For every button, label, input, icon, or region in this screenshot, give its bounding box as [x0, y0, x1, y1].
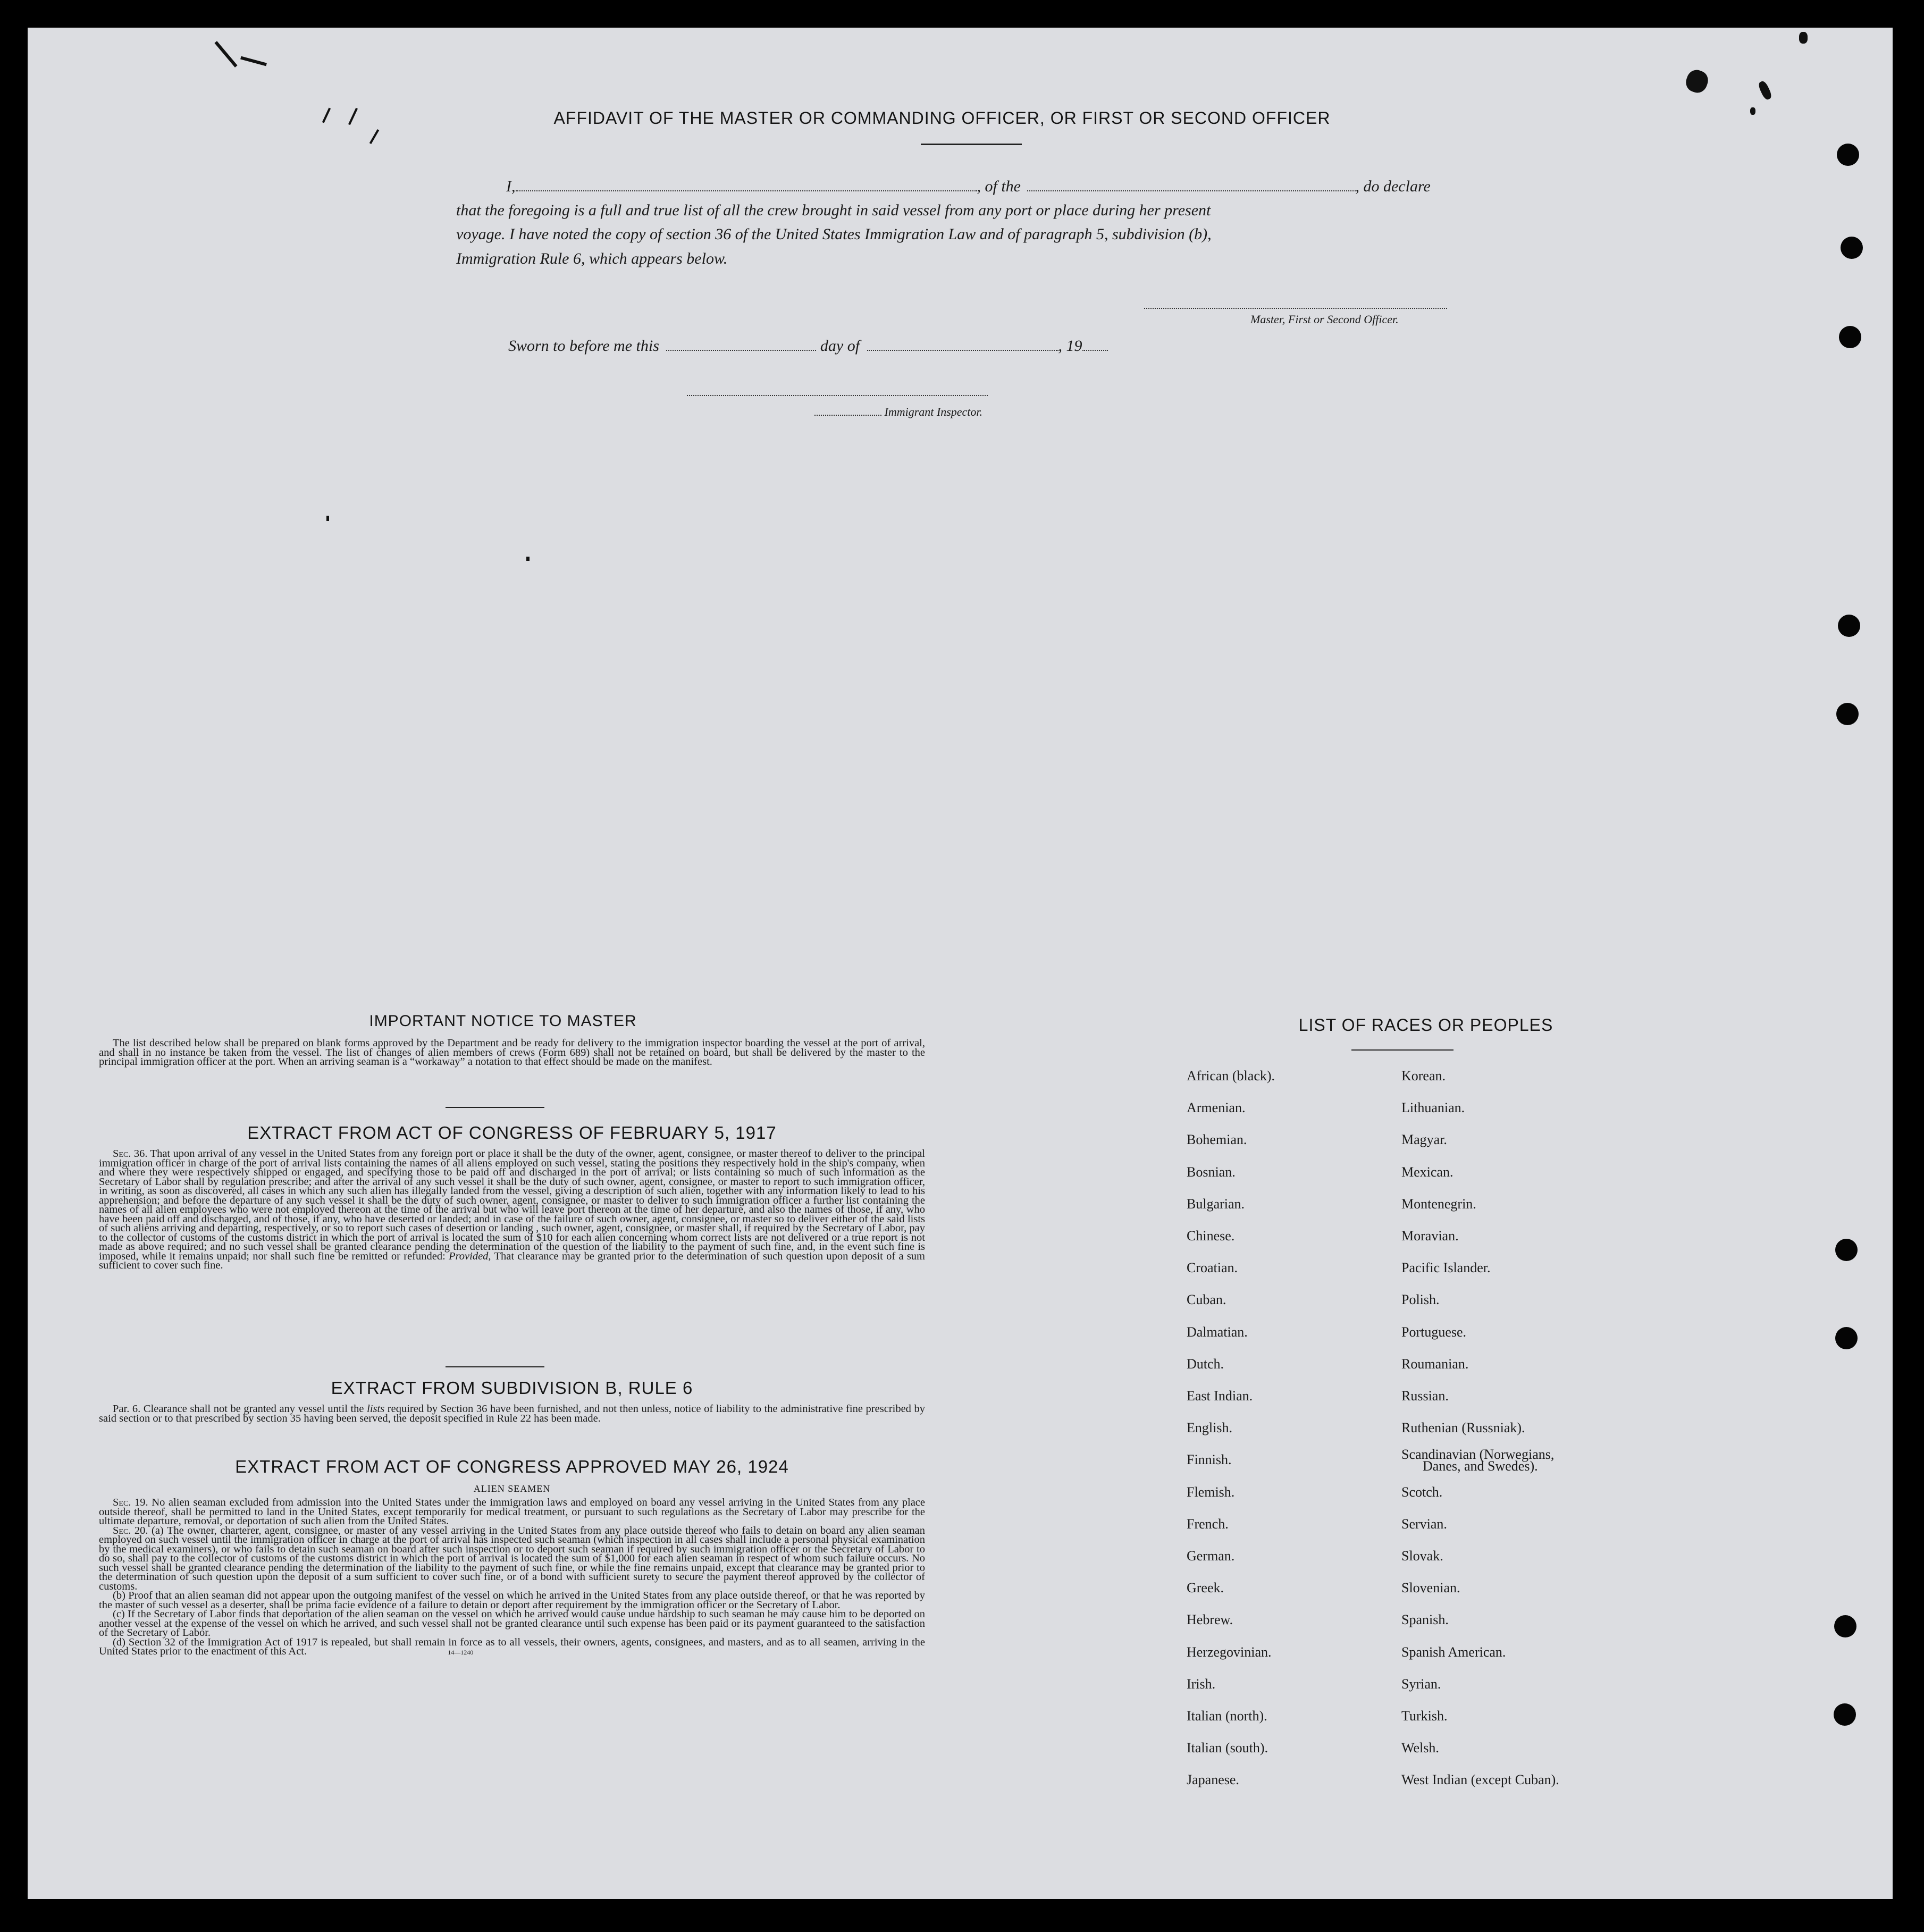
race-item: Greek.: [1187, 1580, 1224, 1596]
race-item: Portuguese.: [1401, 1324, 1467, 1340]
sec-20b-text: (b) Proof that an alien seaman did not appear upon the outgoing manifest of the vessel on which he arrived in the United States from any place outside thereof, or that he was reported by the master of such vessel as a deserter, shall be prima facie evidence of a failure to detain or deport after requirement by the immigration officer or the Secretary of Labor.: [99, 1590, 925, 1611]
race-item: German.: [1187, 1548, 1235, 1564]
extract-1924-title: EXTRACT FROM ACT OF CONGRESS APPROVED MAY 26, 1924: [235, 1457, 789, 1476]
affidavit-declare-text: , do declare: [1355, 178, 1431, 195]
ink-mark: [1799, 32, 1808, 44]
race-item: Scotch.: [1401, 1484, 1443, 1500]
name-blank: [516, 190, 977, 191]
punch-hole: [1837, 144, 1859, 166]
document-page: [28, 28, 1893, 1899]
rule6-pre: Par. 6. Clearance shall not be granted any vessel until the: [113, 1403, 364, 1415]
race-item: Polish.: [1401, 1292, 1440, 1308]
punch-hole: [1834, 1703, 1856, 1726]
race-item: Slovak.: [1401, 1548, 1443, 1564]
sec-20a-text: (a) The owner, charterer, agent, consignee, or master of any vessel arriving in the United States from any place outside thereof who fails to detain on board any alien seaman employed on such vessel until the immigration officer in charge at the port of arrival has inspected such seaman (which inspection in all cases shall include a personal physical examination by the medical examiners), or who fails to detain such seaman on board after such inspection or to deport such seaman if required by such immigration officer or the Secretary of Labor to do so, shall pay to the collector of customs of the customs district in which the port of arrival is located the sum of $1,000 for each alien seaman in respect of whom such failure occurs. No such vessel shall be granted clearance pending the determination of the liability to the payment of such fine, or while the fine remains unpaid, except that clearance may be granted prior to the determination of such question upon the deposit of a sum sufficient to cover such fine, or of a bond with sufficient surety to secure the payment thereof approved by the collector of customs.: [99, 1524, 926, 1592]
section-divider: [446, 1366, 544, 1367]
inspector-label: [814, 405, 982, 419]
affidavit-of-the-text: , of the: [977, 178, 1021, 195]
race-item: East Indian.: [1187, 1388, 1253, 1404]
affidavit-title-rule: [921, 144, 1022, 145]
rule6-lists: lists: [367, 1403, 385, 1415]
affidavit-i-text: I,: [506, 178, 516, 195]
ink-mark: [214, 41, 237, 68]
races-title: LIST OF RACES OR PEOPLES: [1298, 1015, 1553, 1035]
race-item: Russian.: [1401, 1388, 1449, 1404]
sec-19-label: Sec. 19.: [113, 1497, 148, 1508]
sworn-year-blank: [1082, 349, 1108, 351]
punch-hole: [1838, 615, 1860, 637]
ink-mark: [369, 129, 379, 144]
ink-mark: [1683, 67, 1711, 95]
extract-rule6-body: [99, 1405, 925, 1423]
race-item: Bohemian.: [1187, 1132, 1247, 1148]
extract-1917-title: EXTRACT FROM ACT OF CONGRESS OF FEBRUARY 5, 1917: [247, 1123, 777, 1143]
sec-20c-text: (c) If the Secretary of Labor finds that deportation of the alien seaman on the vessel on which he arrived would cause undue hardship to such seaman he may cause him to be deported on another vessel at the expense of the vessel on which he arrived, and such vessel shall not be granted clearance until such expense has been paid or its payment guaranteed to the satisfaction of the Secretary of Labor.: [99, 1608, 925, 1639]
race-item: Bulgarian.: [1187, 1196, 1245, 1212]
race-item: Roumanian.: [1401, 1356, 1469, 1372]
affidavit-line-1: [506, 178, 1431, 196]
race-item: Pacific Islander.: [1401, 1260, 1491, 1276]
year-text: , 19: [1058, 337, 1082, 355]
race-item: French.: [1187, 1516, 1229, 1532]
sec-36-text: That upon arrival of any vessel in the United States from any foreign port or place it shall be the duty of the owner, agent, consignee, or master thereof to deliver to the principal immigration officer in charge of the port of arrival lists containing the names of all aliens employed on such vessel, stating the positions they respectively hold in the ship's company, when and where they were respectively shipped or engaged, and specifying those to be paid off and discharged in the port of arrival; or lists containing so much of such information as the Secretary of Labor shall by regulation prescribe; and after the arrival of any such vessel it shall be the duty of such owner, agent, consignee, or master to report to such immigration officer, in writing, as soon as discovered, all cases in which any such alien has illegally landed from the vessel, giving a description of such alien, together with any information likely to lead to his apprehension; and before the departure of any such vessel it shall be the duty of such owner, agent, consignee, or master to deliver to such immigration officer a further list containing the names of all alien employees who were not employed thereon at the time of the arrival but who will leave port thereon at the time of her departure, and also the names of those, if any, who have been paid off and discharged, and of those, if any, who have deserted or landed; and in case of the failure of such owner, agent, consignee, or master so to deliver either of the said lists of such aliens arriving and departing, respectively, or so to report such cases of desertion or landing , such owner, agent, consignee, or master shall, if required by the Secretary of Labor, pay to the collector of customs of the customs district in which the port of arrival is located the sum of $10 for each alien concerning whom correct lists are not delivered or a true report is not made as above required; and no such vessel shall be granted clearance pending the determination of the question of the liability to the payment of such fine, and, in the event such fine is imposed, while it remains unpaid; nor shall such fine be remitted or refunded:: [99, 1148, 925, 1262]
ink-mark: [526, 557, 530, 561]
punch-hole: [1835, 1239, 1858, 1261]
extract-rule6-title: EXTRACT FROM SUBDIVISION B, RULE 6: [331, 1378, 693, 1398]
race-item: English.: [1187, 1420, 1232, 1436]
race-item: Japanese.: [1187, 1772, 1239, 1788]
race-item: West Indian (except Cuban).: [1401, 1772, 1559, 1788]
sec-36-label: Sec. 36.: [113, 1148, 148, 1160]
affidavit-line-2: that the foregoing is a full and true list of all the crew brought in said vessel from any port or place during her present: [456, 201, 1211, 219]
punch-hole: [1834, 1615, 1856, 1637]
sworn-text: Sworn to before me this: [508, 337, 659, 355]
race-item: Hebrew.: [1187, 1612, 1233, 1628]
vessel-blank: [1027, 190, 1356, 191]
races-title-rule: [1351, 1049, 1453, 1051]
sec-36-tail: That clearance may be granted prior to the determination of such question upon deposit of a sum sufficient to cover such fine.: [99, 1250, 925, 1271]
extract-1924-body: [99, 1498, 925, 1658]
race-item: Flemish.: [1187, 1484, 1235, 1500]
inspector-label-text: Immigrant Inspector.: [884, 405, 983, 418]
affidavit-line-3: voyage. I have noted the copy of section 36 of the United States Immigration Law and of paragraph 5, subdivision (b),: [456, 225, 1212, 243]
race-item: Welsh.: [1401, 1740, 1439, 1756]
race-item: Irish.: [1187, 1676, 1216, 1692]
notice-title: IMPORTANT NOTICE TO MASTER: [369, 1012, 637, 1030]
affidavit-line-4: Immigration Rule 6, which appears below.: [456, 250, 728, 267]
race-item: Cuban.: [1187, 1292, 1226, 1308]
race-item: Syrian.: [1401, 1676, 1441, 1692]
race-item: Dutch.: [1187, 1356, 1224, 1372]
race-item: Ruthenian (Russniak).: [1401, 1420, 1525, 1436]
form-number: 14—1240: [448, 1649, 474, 1656]
race-item: Finnish.: [1187, 1452, 1232, 1468]
ink-mark: [326, 516, 329, 521]
notice-text: The list described below shall be prepared on blank forms approved by the Department and be ready for delivery to the immigration inspector boarding the vessel at the port of arrival, and shall in no instance be taken from the vessel. The list of changes of alien members of crews (Form 689) shall not be retained on board, but shall be delivered by the master to the principal immigration officer at the port. When an arriving seaman is a “workaway” a notation to that effect should be made on the manifest.: [99, 1037, 925, 1068]
affidavit-title: AFFIDAVIT OF THE MASTER OR COMMANDING OFFICER, OR FIRST OR SECOND OFFICER: [553, 108, 1331, 128]
sec-20-label: Sec. 20.: [113, 1524, 148, 1536]
race-item-continuation: Danes, and Swedes).: [1423, 1458, 1538, 1474]
ink-mark: [1757, 80, 1773, 100]
race-item: Korean.: [1401, 1068, 1446, 1083]
inspector-signature-line: [687, 394, 988, 396]
race-item: Bosnian.: [1187, 1164, 1236, 1180]
race-item: Montenegrin.: [1401, 1196, 1476, 1212]
day-of-text: day of: [820, 337, 860, 355]
sworn-line: [508, 337, 1108, 355]
rule6-post: required by Section 36 have been furnished, and not then unless, notice of liability to the administrative fine prescribed by said section or to that prescribed by section 35 having been served, the deposit specified in Rule 22 has been made.: [99, 1403, 926, 1424]
sec-19-text: No alien seaman excluded from admission into the United States under the immigration laws and employed on board any vessel arriving in the United States from any place outside thereof, shall be permitted to land in the United States, except temporarily for medical treatment, or pursuant to such regulations as the Secretary of Labor may prescribe for the ultimate departure, removal, or deportation of such alien from the United States.: [99, 1497, 925, 1527]
race-item: Croatian.: [1187, 1260, 1238, 1276]
extract-1917-body: [99, 1149, 925, 1271]
punch-hole: [1839, 326, 1861, 348]
inspector-lead-dots: [814, 414, 881, 416]
race-item: Italian (south).: [1187, 1740, 1268, 1756]
race-item: Mexican.: [1401, 1164, 1453, 1180]
race-item: Servian.: [1401, 1516, 1447, 1532]
race-item: Armenian.: [1187, 1100, 1246, 1116]
race-item: Scandinavian (Norwegians,: [1401, 1447, 1555, 1463]
race-item: Turkish.: [1401, 1708, 1448, 1724]
punch-hole: [1835, 1327, 1858, 1349]
race-item: Moravian.: [1401, 1228, 1459, 1244]
race-item: African (black).: [1187, 1068, 1275, 1083]
race-item: Spanish.: [1401, 1612, 1449, 1628]
race-item: Spanish American.: [1401, 1644, 1506, 1660]
race-item: Lithuanian.: [1401, 1100, 1465, 1116]
alien-seamen-subtitle: ALIEN SEAMEN: [473, 1483, 551, 1494]
punch-hole: [1836, 703, 1859, 725]
ink-mark: [240, 56, 267, 66]
sec-20d-text: (d) Section 32 of the Immigration Act of 1917 is repealed, but shall remain in force as to all vessels, their owners, agents, consignees, and masters, and as to all seamen, arriving in the United States prior to the enactment of this Act.: [99, 1636, 925, 1657]
race-item: Slovenian.: [1401, 1580, 1460, 1596]
sworn-day-blank: [666, 349, 816, 351]
master-signature-label: Master, First or Second Officer.: [1250, 313, 1399, 326]
race-item: Herzegovinian.: [1187, 1644, 1272, 1660]
race-item: Italian (north).: [1187, 1708, 1267, 1724]
punch-hole: [1841, 237, 1863, 259]
race-item: Chinese.: [1187, 1228, 1235, 1244]
master-signature-line: [1144, 307, 1447, 309]
section-divider: [446, 1107, 544, 1108]
race-item: Magyar.: [1401, 1132, 1447, 1148]
provided-text: Provided,: [449, 1250, 491, 1262]
sworn-month-blank: [867, 349, 1058, 351]
notice-body: [99, 1039, 925, 1067]
race-item: Dalmatian.: [1187, 1324, 1248, 1340]
